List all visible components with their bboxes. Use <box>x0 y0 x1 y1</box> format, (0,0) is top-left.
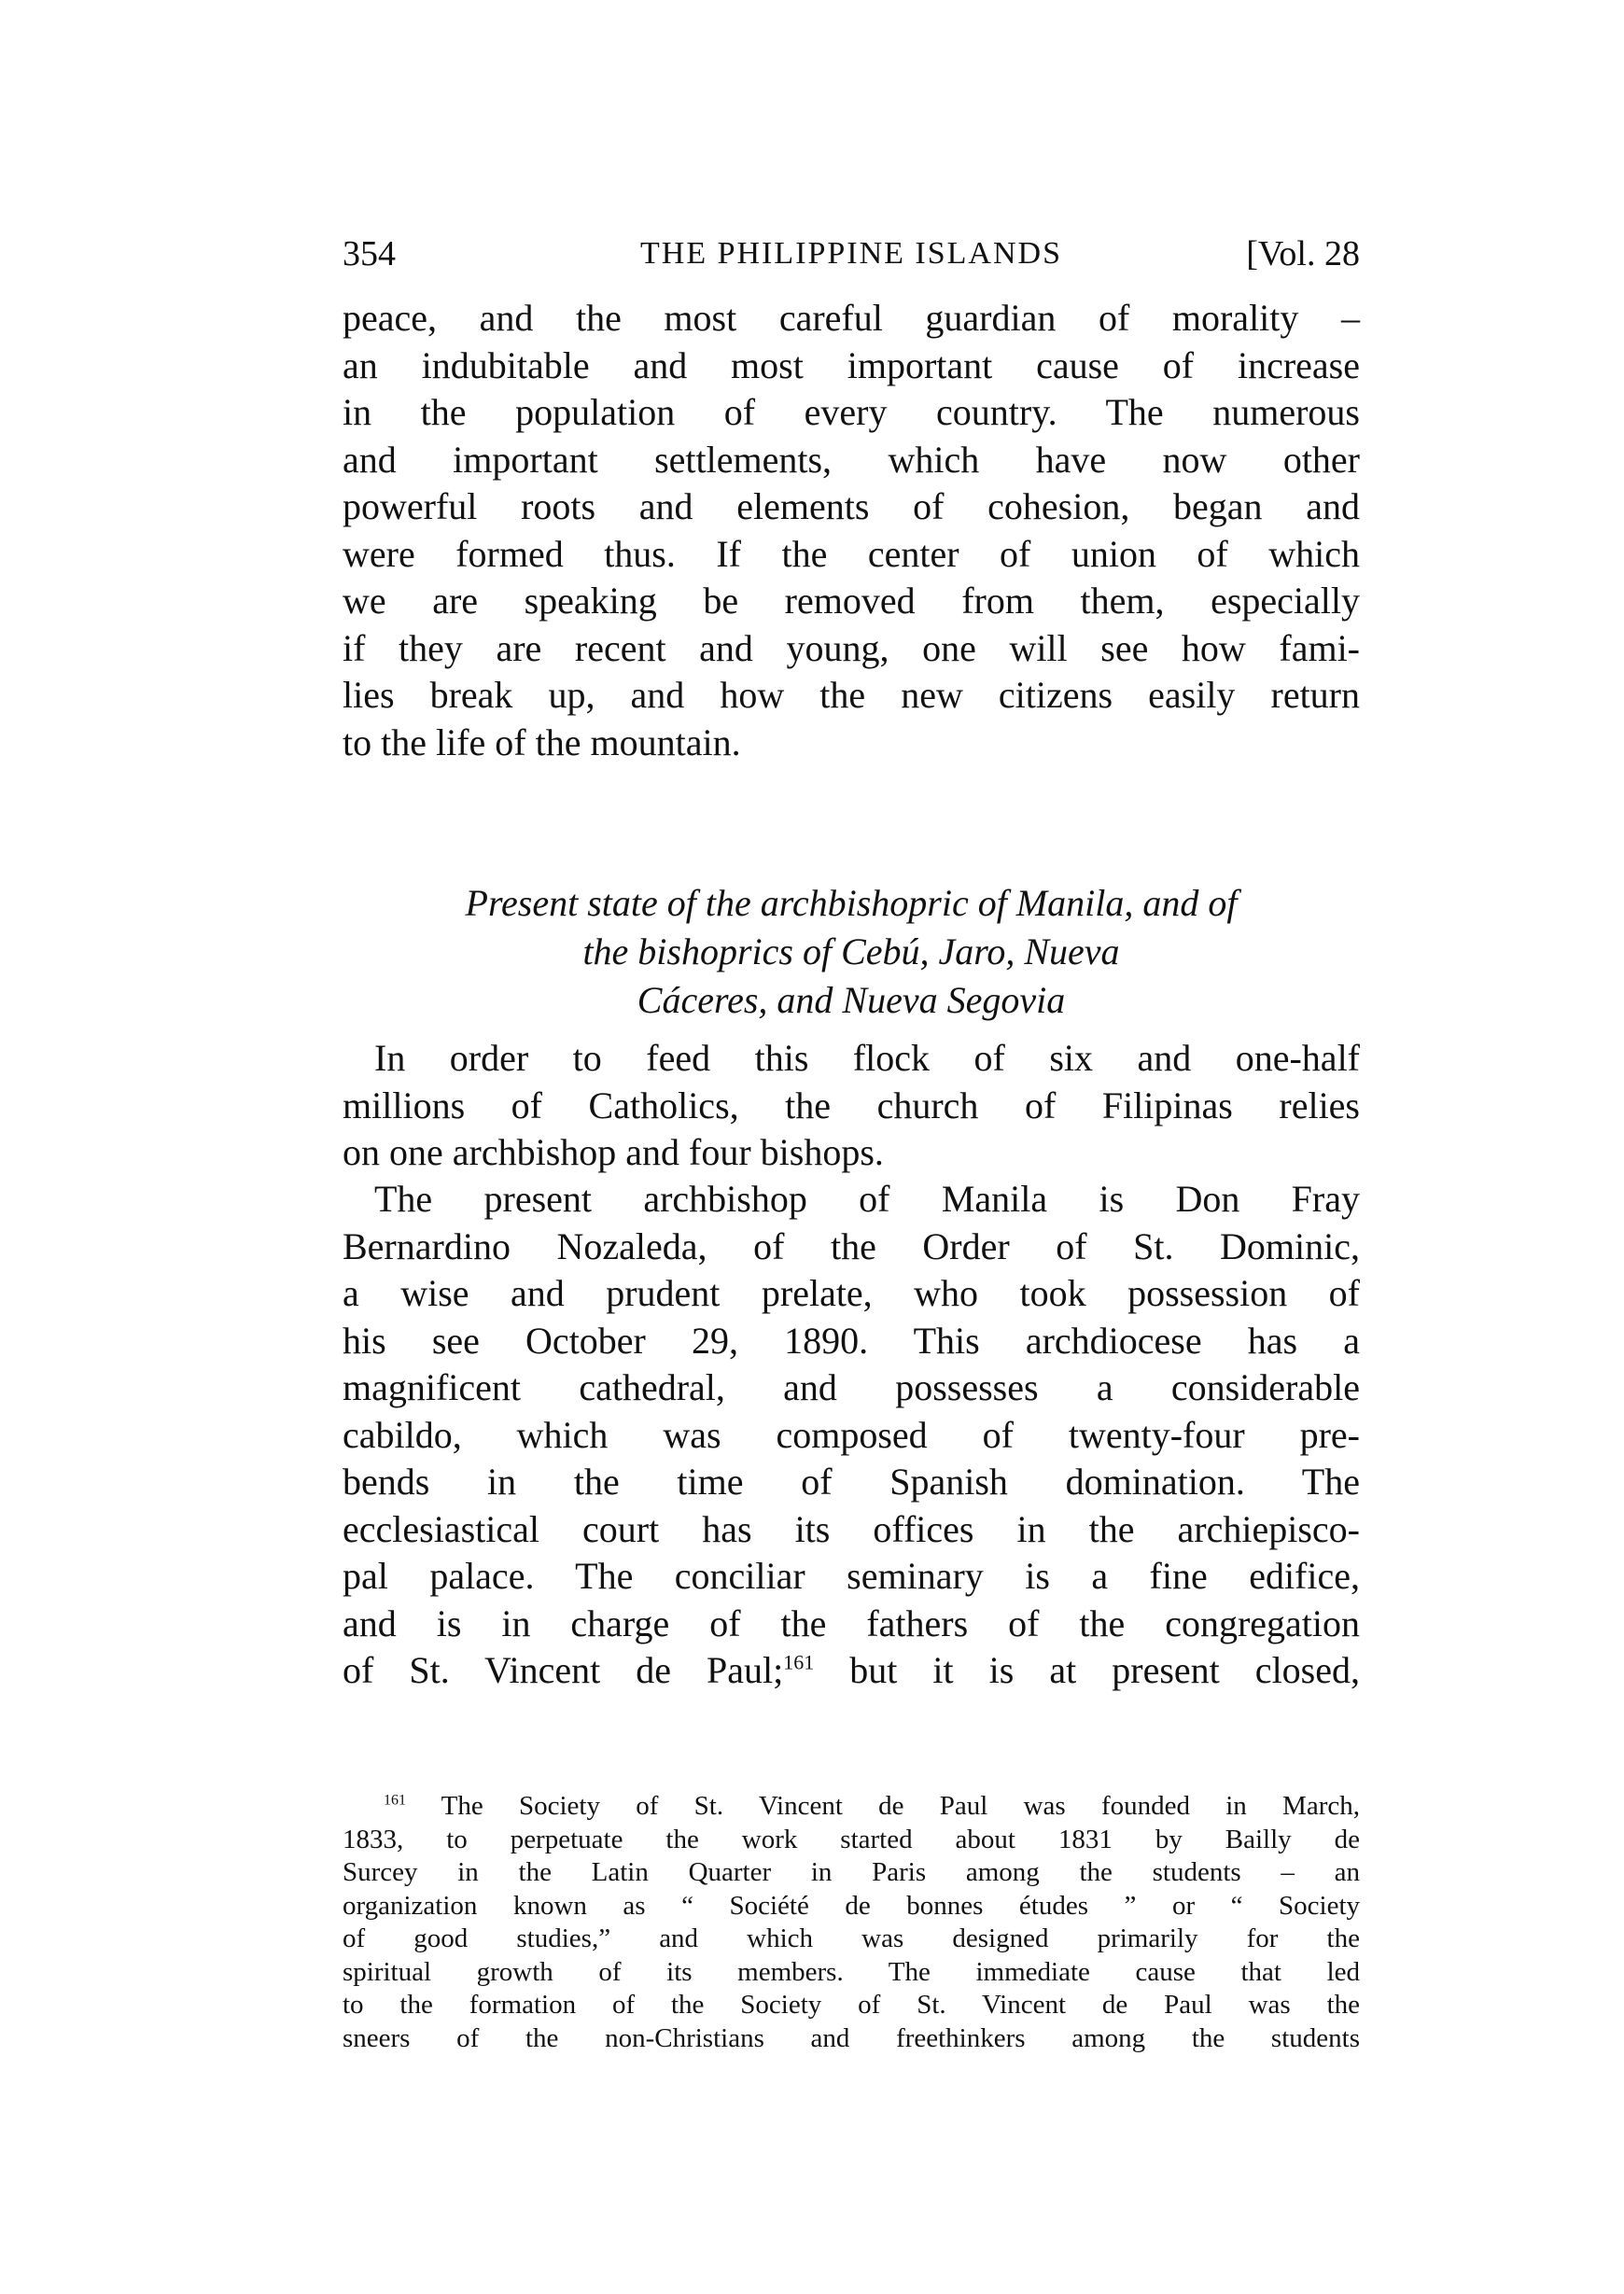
running-header <box>343 233 1360 280</box>
footnote-line: sneers of the non-Christians and freethinkers among the students <box>343 2022 1360 2053</box>
text-line: bends in the time of Spanish domination. The <box>343 1461 1360 1503</box>
text-line: a wise and prudent prelate, who took possession of <box>343 1272 1360 1314</box>
text-line: ecclesiastical court has its offices in the archiepisco- <box>343 1507 1360 1550</box>
volume-label: [Vol. 28 <box>1246 234 1360 273</box>
text-line: millions of Catholics, the church of Filipinas relies <box>343 1084 1360 1126</box>
text-line: and is in charge of the fathers of the congregation <box>343 1602 1360 1644</box>
text-line: if they are recent and young, one will see how fami- <box>343 626 1360 669</box>
text-line: and important settlements, which have now other <box>343 438 1360 481</box>
running-title: THE PHILIPPINE ISLANDS <box>640 236 1062 271</box>
text-line: we are speaking be removed from them, especially <box>343 580 1360 622</box>
paragraph-3 <box>343 1176 1360 1647</box>
text-line: on one archbishop and four bishops. <box>343 1131 884 1173</box>
text-line: lies break up, and how the new citizens easily return <box>343 674 1360 716</box>
text-line: to the life of the mountain. <box>343 720 741 763</box>
text-line: powerful roots and elements of cohesion, began and <box>343 485 1360 527</box>
text-line: In order to feed this flock of six and one-half <box>374 1037 1360 1079</box>
text: The Society of St. Vincent de Paul was founded in March, <box>405 1791 1360 1821</box>
text-line: Bernardino Nozaleda, of the Order of St. Dominic, <box>343 1224 1360 1267</box>
page-number: 354 <box>343 234 396 273</box>
footnote-line: Surcey in the Latin Quarter in Paris among the students – an <box>343 1857 1360 1887</box>
text-line: Cáceres, and Nueva Segovia <box>637 979 1066 1021</box>
text-line <box>343 1647 1360 1695</box>
footnote-ref[interactable]: 161 <box>783 1650 815 1674</box>
footnote-line: of good studies,” and which was designed primarily for the <box>343 1923 1360 1953</box>
footnote-line <box>343 1790 1360 1824</box>
text-line: were formed thus. If the center of union of which <box>343 532 1360 575</box>
text-line: the bishoprics of Cebú, Jaro, Nueva <box>582 930 1120 972</box>
footnote-line: to the formation of the Society of St. Vincent de Paul was the <box>343 1990 1360 2020</box>
footnote-line: organization known as “ Société de bonnes études ” or “ Society <box>343 1890 1360 1921</box>
text-line: an indubitable and most important cause of increase <box>343 343 1360 386</box>
text-line: his see October 29, 1890. This archdiocese has a <box>343 1319 1360 1362</box>
footnote-line: 1833, to perpetuate the work started about 1831 by Bailly de <box>343 1824 1360 1854</box>
text: of St. Vincent de Paul; <box>343 1649 784 1691</box>
text-line: pal palace. The conciliar seminary is a fine edifice, <box>343 1555 1360 1597</box>
text-line: in the population of every country. The numerous <box>343 391 1360 433</box>
footnote <box>343 1790 1360 2055</box>
footnote-line: spiritual growth of its members. The immediate cause that led <box>343 1956 1360 1987</box>
section-heading <box>343 879 1360 1025</box>
paragraph-2 <box>343 1035 1360 1177</box>
text-line: magnificent cathedral, and possesses a considerable <box>343 1366 1360 1408</box>
text: but it is at present closed, <box>814 1649 1360 1691</box>
text-line: peace, and the most careful guardian of morality – <box>343 297 1360 339</box>
footnote-marker: 161 <box>384 1792 406 1809</box>
text-line: cabildo, which was composed of twenty-four pre- <box>343 1413 1360 1456</box>
text-line: The present archbishop of Manila is Don Fray <box>374 1178 1360 1220</box>
paragraph-3-last-line <box>343 1647 1360 1695</box>
text-line: Present state of the archbishopric of Manila, and of <box>465 882 1238 924</box>
paragraph-1 <box>343 295 1360 766</box>
